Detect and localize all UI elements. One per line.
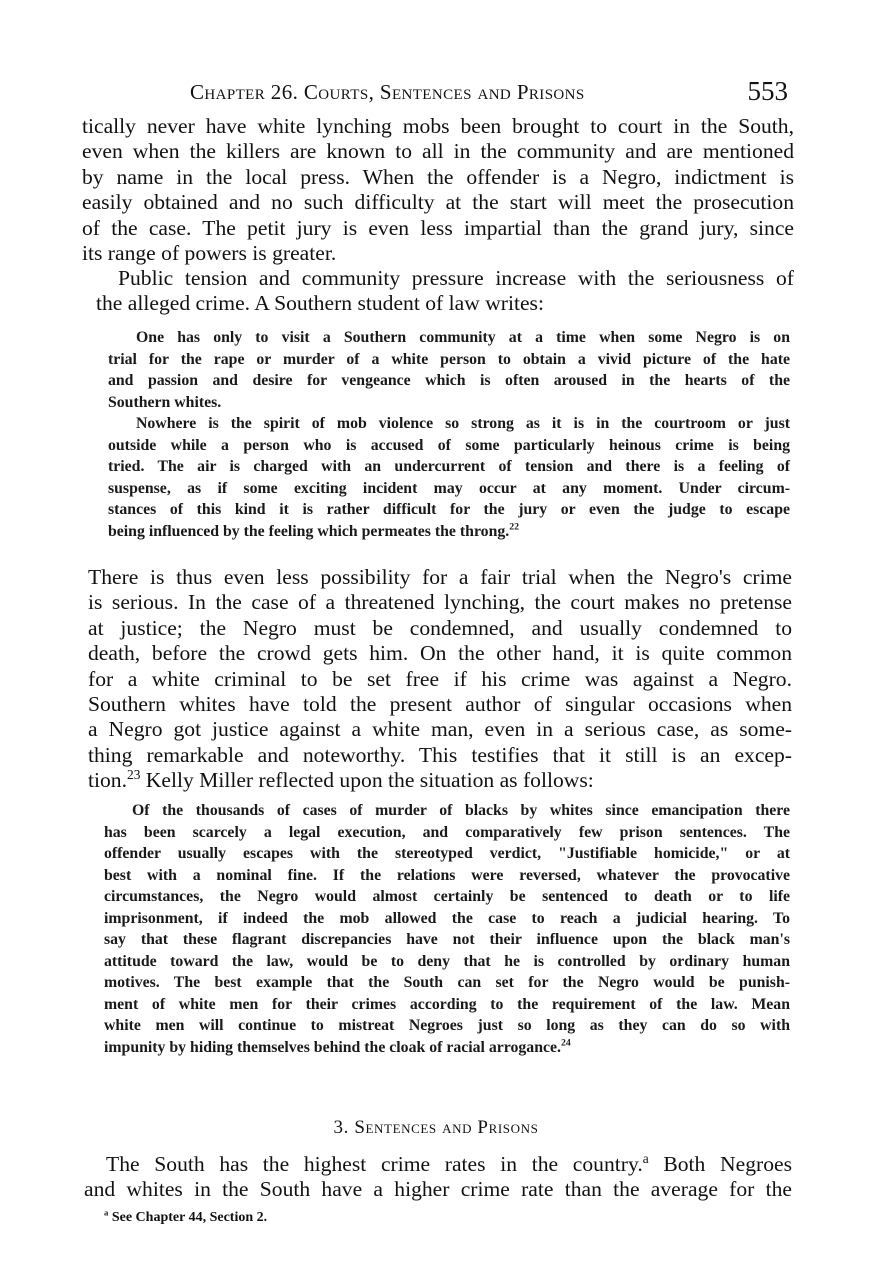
paragraph-4 bbox=[84, 1152, 792, 1203]
text-line: the alleged crime. A Southern student of law writes: bbox=[96, 291, 544, 316]
quote-line: say that these flagrant discrepancies have not their influence upon the black man's bbox=[104, 931, 790, 948]
text-line: a Negro got justice against a white man, even in a serious case, as some- bbox=[88, 717, 792, 742]
quote-line: stances of this kind it is rather difficult for the jury or even the judge to escape bbox=[108, 501, 790, 518]
section-heading: 3. Sentences and Prisons bbox=[333, 1117, 539, 1138]
quote-line: attitude toward the law, would be to deny that he is controlled by ordinary human bbox=[104, 952, 790, 970]
quote-line: trial for the rape or murder of a white person to obtain a vivid picture of the hate bbox=[108, 350, 790, 368]
quote-line: impunity by hiding themselves behind the cloak of racial arrogance.$^{24}$ bbox=[104, 1037, 571, 1056]
text-line: tion.$^{23}$ Kelly Miller reflected upon the situation as follows: bbox=[88, 767, 594, 793]
quote-line: suspense, as if some exciting incident may occur at any moment. Under circum- bbox=[108, 479, 790, 497]
text-line: and whites in the South have a higher crime rate than the average for the bbox=[84, 1177, 792, 1202]
text-line: tically never have white lynching mobs been brought to court in the South, bbox=[82, 114, 794, 138]
text-line: Southern whites have told the present author of singular occasions when bbox=[88, 692, 792, 717]
page-header bbox=[190, 76, 810, 110]
footnote-ref-24: 24 bbox=[560, 1037, 571, 1049]
text-line: its range of powers is greater. bbox=[82, 241, 337, 266]
quote-line: offender usually escapes with the stereotyped verdict, "Justifiable homicide," or at bbox=[104, 845, 790, 862]
text-line: easily obtained and no such difficulty at the start will meet the prosecution bbox=[82, 190, 794, 215]
quote-line: circumstances, the Negro would almost certainly be sentenced to death or to life bbox=[104, 888, 790, 905]
quote-line: motives. The best example that the South can set for the Negro would be punish- bbox=[104, 974, 790, 991]
paragraph-3 bbox=[88, 565, 792, 794]
footnote-marker: a bbox=[104, 1207, 109, 1218]
paragraph-2 bbox=[96, 266, 794, 317]
text-line: even when the killers are known to all in the community and are mentioned bbox=[82, 139, 794, 164]
footnote bbox=[104, 1207, 268, 1226]
quote-line: tried. The air is charged with an undercurrent of tension and there is a feeling of bbox=[108, 458, 790, 475]
quote-line: and passion and desire for vengeance which is often aroused in the hearts of the bbox=[108, 372, 790, 389]
page-number: 553 bbox=[747, 76, 788, 106]
text-line: The South has the highest crime rates in the country.$^a$ Both Negroes bbox=[106, 1150, 792, 1176]
quote-line: being influenced by the feeling which permeates the throng.$^{22}$ bbox=[108, 521, 519, 540]
quote-line: best with a nominal fine. If the relations were reversed, whatever the provocative bbox=[104, 866, 790, 884]
block-quote-1 bbox=[108, 327, 790, 542]
text-line: death, before the crowd gets him. On the other hand, it is quite common bbox=[88, 641, 792, 666]
running-head: Chapter 26. Courts, Sentences and Prisons bbox=[190, 80, 585, 104]
footnote-ref-a: a bbox=[642, 1150, 649, 1166]
paragraph-1 bbox=[82, 114, 794, 266]
quote-line: Nowhere is the spirit of mob violence so strong as it is in the courtroom or just bbox=[136, 415, 790, 432]
quote-line: One has only to visit a Southern community at a time when some Negro is on bbox=[136, 329, 790, 346]
text-line: of the case. The petit jury is even less impartial than the grand jury, since bbox=[82, 215, 794, 240]
footnote-ref-23: 23 bbox=[127, 767, 141, 783]
text-line: Public tension and community pressure increase with the seriousness of bbox=[118, 266, 794, 290]
quote-line: white men will continue to mistreat Negroes just so long as they can do so with bbox=[104, 1017, 790, 1034]
quote-line: Southern whites. bbox=[108, 393, 222, 411]
text-line: thing remarkable and noteworthy. This testifies that it still is an excep- bbox=[88, 742, 792, 767]
text-line: is serious. In the case of a threatened lynching, the court makes no pretense bbox=[88, 590, 792, 615]
footnote-ref-22: 22 bbox=[509, 521, 519, 533]
footnote-text: See Chapter 44, Section 2. bbox=[108, 1210, 268, 1225]
quote-line: ment of white men for their crimes according to the requirement of the law. Mean bbox=[104, 995, 790, 1013]
quote-line: imprisonment, if indeed the mob allowed the case to reach a judicial hearing. To bbox=[104, 909, 790, 927]
text-line: by name in the local press. When the offender is a Negro, indictment is bbox=[82, 164, 794, 189]
quote-line: Of the thousands of cases of murder of blacks by whites since emancipation there bbox=[132, 802, 790, 819]
block-quote-2 bbox=[104, 800, 790, 1058]
quote-line: outside while a person who is accused of some particularly heinous crime is being bbox=[108, 436, 790, 454]
text-line: for a white criminal to be set free if his crime was against a Negro. bbox=[88, 666, 792, 691]
text-line: There is thus even less possibility for a fair trial when the Negro's crime bbox=[88, 565, 792, 589]
text-line: at justice; the Negro must be condemned, and usually condemned to bbox=[88, 615, 792, 640]
quote-line: has been scarcely a legal execution, and comparatively few prison sentences. The bbox=[104, 823, 790, 841]
